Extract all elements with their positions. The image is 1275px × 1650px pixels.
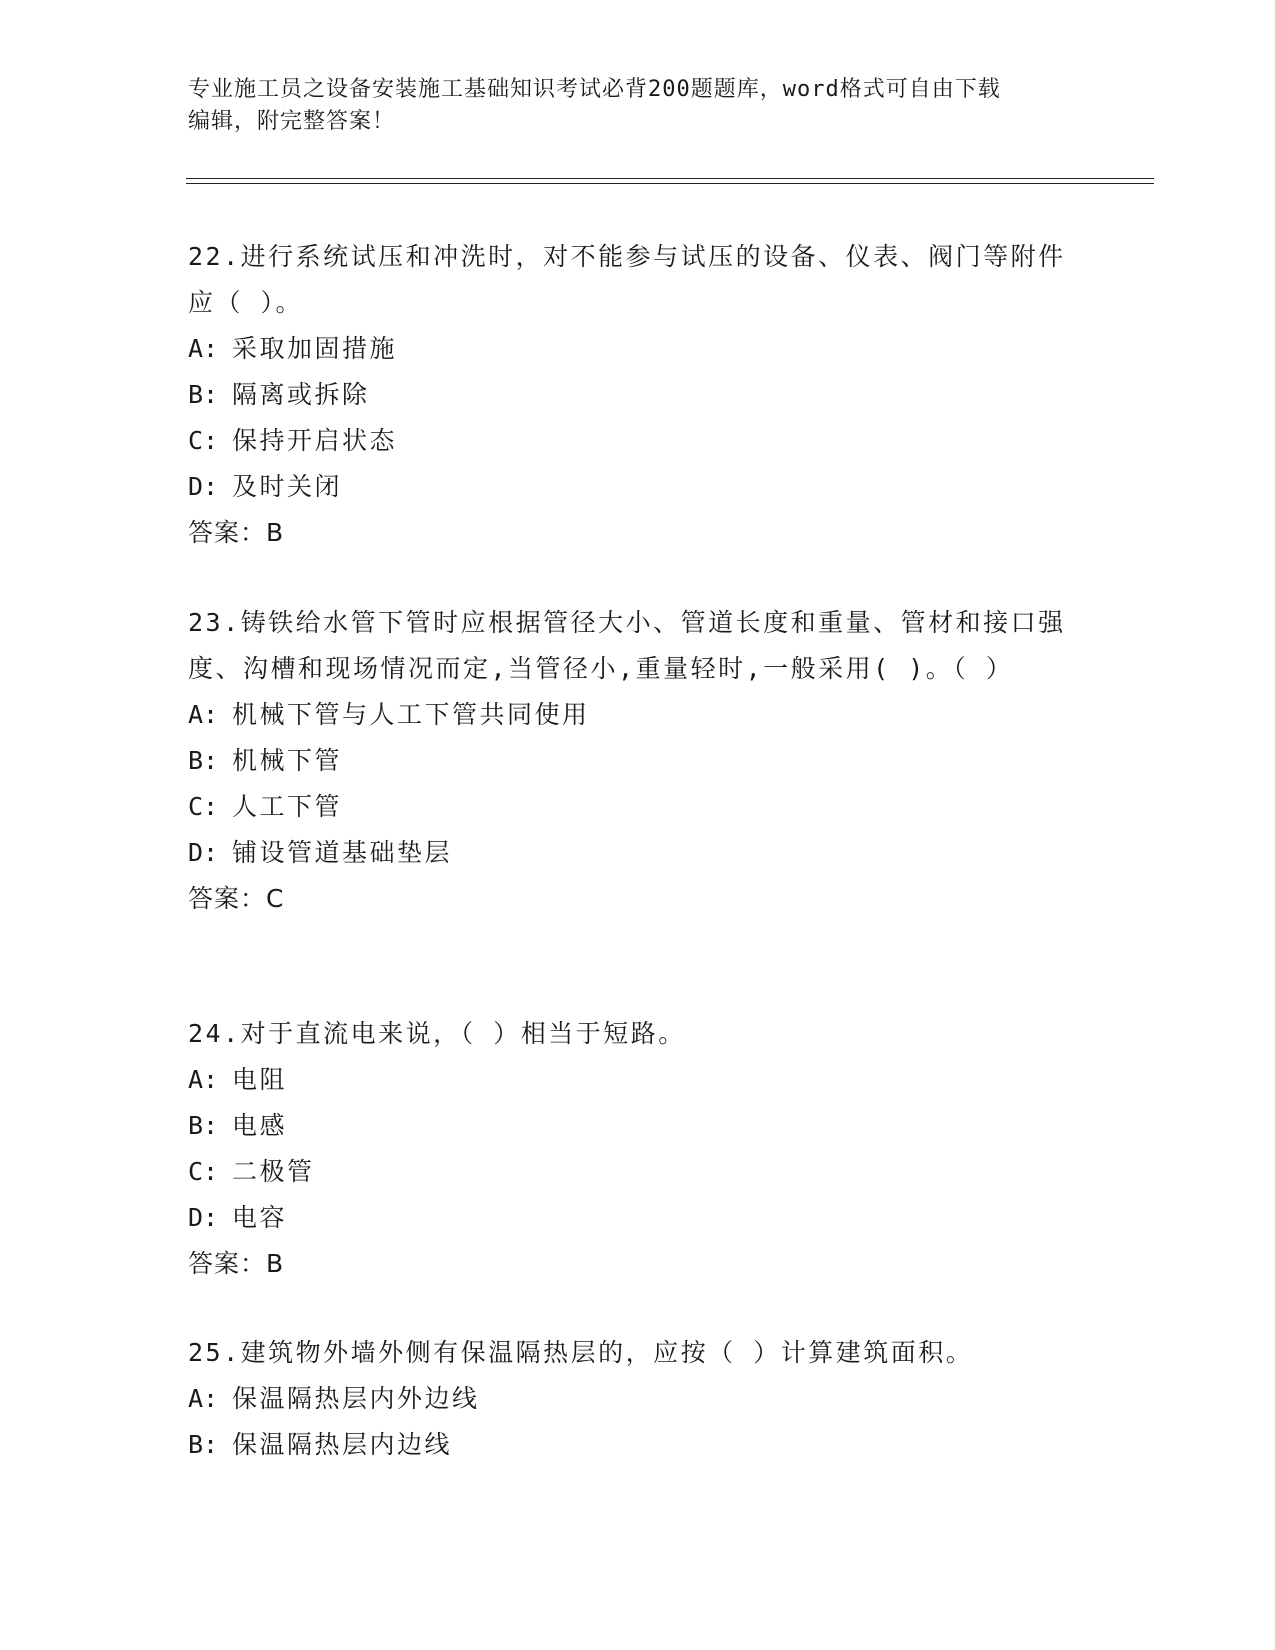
option-text: 人工下管 [232, 792, 343, 821]
header-divider-top [186, 178, 1154, 179]
answer: 答案：B [188, 518, 285, 547]
option-letter: C: [188, 792, 219, 821]
option-text: 电容 [232, 1203, 288, 1232]
option-letter: D: [188, 838, 219, 867]
option-letter: B: [188, 1430, 219, 1459]
option-text: 铺设管道基础垫层 [232, 838, 453, 867]
option-d [188, 464, 1088, 510]
option-text: 机械下管 [232, 746, 343, 775]
option-text: 电阻 [232, 1065, 288, 1094]
option-a [188, 1376, 1088, 1422]
option-letter: D: [188, 1203, 219, 1232]
option-letter: B: [188, 380, 219, 409]
option-letter: A: [188, 1065, 219, 1094]
option-letter: D: [188, 472, 219, 501]
question-23 [188, 600, 1088, 922]
question-stem: 24.对于直流电来说，（ ）相当于短路。 [188, 1019, 686, 1048]
option-d [188, 830, 1088, 876]
question-stem: 23.铸铁给水管下管时应根据管径大小、管道长度和重量、管材和接口强度、沟槽和现场情况而定,当管径小,重量轻时,一般采用( )。（ ） [188, 608, 1066, 683]
option-b [188, 1422, 1088, 1468]
option-c [188, 1149, 1088, 1195]
option-b [188, 1103, 1088, 1149]
option-b [188, 738, 1088, 784]
option-letter: A: [188, 1384, 219, 1413]
option-text: 及时关闭 [232, 472, 343, 501]
option-letter: B: [188, 1111, 219, 1140]
option-letter: A: [188, 700, 219, 729]
option-d [188, 1195, 1088, 1241]
question-22 [188, 234, 1088, 556]
document-header [188, 74, 1068, 138]
option-text: 保持开启状态 [232, 426, 398, 455]
question-stem: 25.建筑物外墙外侧有保温隔热层的，应按（ ）计算建筑面积。 [188, 1338, 974, 1367]
question-25 [188, 1330, 1088, 1468]
option-a [188, 326, 1088, 372]
answer: 答案：C [188, 884, 285, 913]
header-divider-bottom [186, 183, 1154, 184]
option-a [188, 1057, 1088, 1103]
option-text: 隔离或拆除 [232, 380, 370, 409]
option-letter: C: [188, 1157, 219, 1186]
question-stem: 22.进行系统试压和冲洗时，对不能参与试压的设备、仪表、阀门等附件应（ ）。 [188, 242, 1066, 317]
option-text: 机械下管与人工下管共同使用 [232, 700, 590, 729]
header-title-line-2: 编辑，附完整答案！ [188, 109, 396, 134]
option-letter: C: [188, 426, 219, 455]
question-24 [188, 1011, 1088, 1287]
option-text: 电感 [232, 1111, 288, 1140]
option-letter: B: [188, 746, 219, 775]
option-text: 二极管 [232, 1157, 315, 1186]
option-c [188, 784, 1088, 830]
option-letter: A: [188, 334, 219, 363]
answer: 答案：B [188, 1249, 285, 1278]
option-c [188, 418, 1088, 464]
option-b [188, 372, 1088, 418]
option-a [188, 692, 1088, 738]
header-title-line-1: 专业施工员之设备安装施工基础知识考试必背200题题库，word格式可自由下载 [188, 77, 1001, 102]
option-text: 采取加固措施 [232, 334, 398, 363]
option-text: 保温隔热层内边线 [232, 1430, 453, 1459]
option-text: 保温隔热层内外边线 [232, 1384, 480, 1413]
